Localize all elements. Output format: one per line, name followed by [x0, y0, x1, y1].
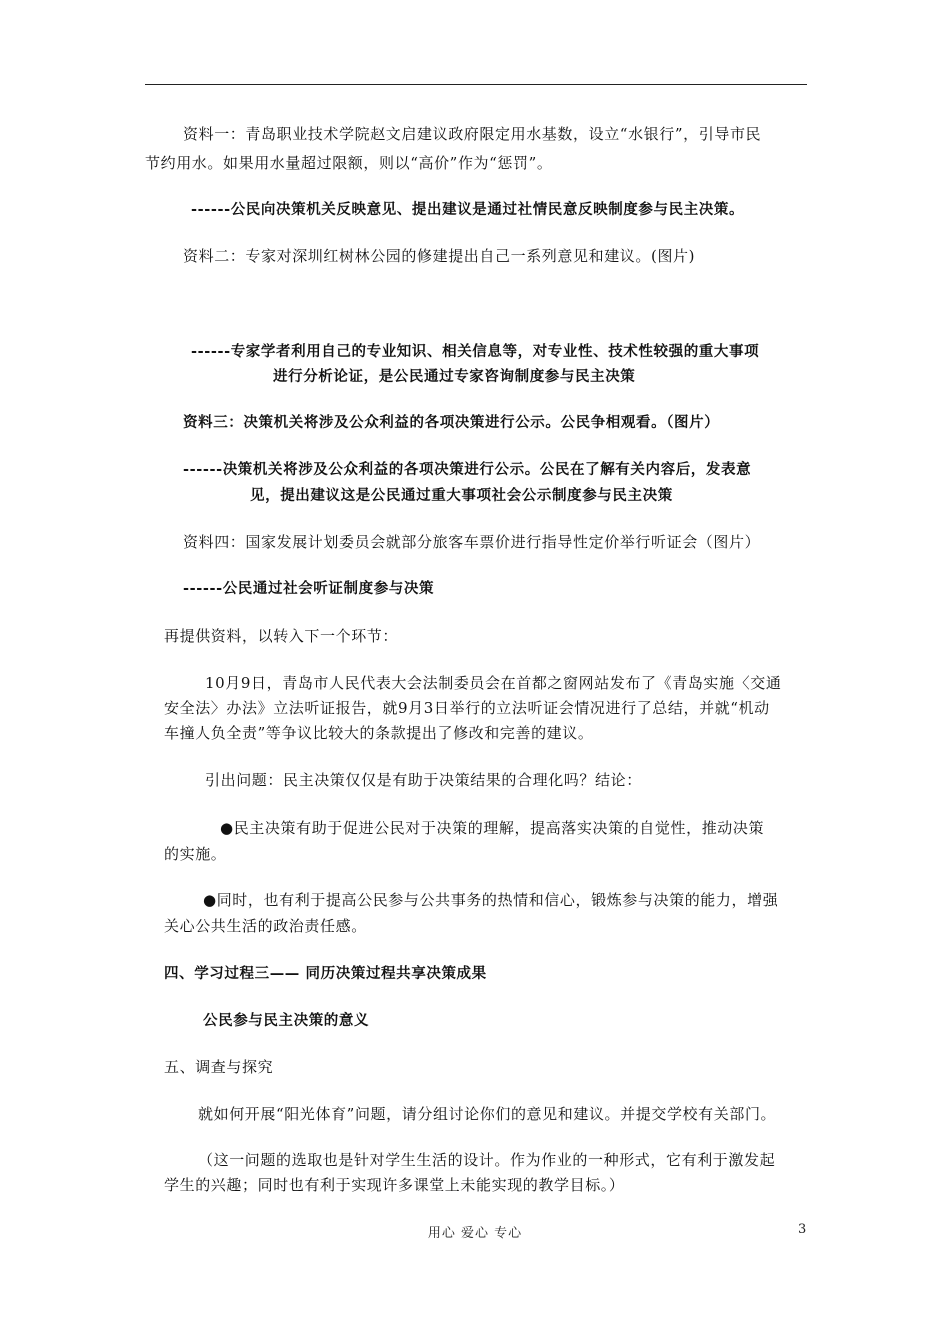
page-number: 3	[798, 1222, 807, 1237]
paragraph-line: 关心公共生活的政治责任感。	[164, 917, 367, 935]
bullet-item: ●民主决策有助于促进公民对于决策的理解，提高落实决策的自觉性，推动决策	[220, 819, 765, 837]
paragraph-line: 车撞人负全责”等争议比较大的条款提出了修改和完善的建议。	[164, 724, 594, 742]
paragraph-line: 节约用水。如果用水量超过限额，则以“高价”作为“惩罚”。	[145, 154, 553, 172]
paragraph-line: 进行分析论证，是公民通过专家咨询制度参与民主决策	[273, 369, 636, 385]
paragraph-line: 资料一：青岛职业技术学院赵文启建议政府限定用水基数，设立“水银行”，引导市民	[183, 125, 762, 143]
paragraph-line: 学生的兴趣；同时也有利于实现许多课堂上未能实现的教学目标。）	[164, 1176, 625, 1194]
paragraph-line: 再提供资料，以转入下一个环节：	[164, 627, 399, 645]
sub-heading: 公民参与民主决策的意义	[203, 1013, 370, 1029]
paragraph-line: 资料四：国家发展计划委员会就部分旅客车票价进行指导性定价举行听证会（图片）	[183, 533, 761, 551]
section-heading: 五、调查与探究	[164, 1058, 274, 1076]
paragraph-line: 见，提出建议这是公民通过重大事项社会公示制度参与民主决策	[250, 488, 673, 504]
paragraph-line: 引出问题：民主决策仅仅是有助于决策结果的合理化吗？结论：	[205, 771, 642, 789]
paragraph-line: （这一问题的选取也是针对学生生活的设计。作为作业的一种形式，它有利于激发起	[198, 1151, 776, 1169]
paragraph-line: 安全法〉办法》立法听证报告，就9月3日举行的立法听证会情况进行了总结，并就“机动	[164, 699, 770, 717]
paragraph-line: 资料三：决策机关将涉及公众利益的各项决策进行公示。公民争相观看。（图片）	[183, 415, 720, 431]
footer-text: 用心 爱心 专心	[427, 1226, 523, 1241]
paragraph-line: ------公民向决策机关反映意见、提出建议是通过社情民意反映制度参与民主决策。	[191, 202, 745, 218]
bullet-item: ●同时，也有利于提高公民参与公共事务的热情和信心，锻炼参与决策的能力，增强	[203, 891, 779, 909]
paragraph-line: ------专家学者利用自己的专业知识、相关信息等，对专业性、技术性较强的重大事项	[191, 344, 760, 360]
paragraph-line: 资料二：专家对深圳红树林公园的修建提出自己一系列意见和建议。(图片)	[183, 247, 696, 265]
paragraph-line: 10月9日，青岛市人民代表大会法制委员会在首都之窗网站发布了《青岛实施〈交通	[205, 674, 782, 692]
paragraph-line: ------决策机关将涉及公众利益的各项决策进行公示。公民在了解有关内容后，发表意	[183, 462, 752, 478]
paragraph-line: 的实施。	[164, 845, 227, 863]
section-heading: 四、学习过程三—— 同历决策过程共享决策成果	[164, 966, 487, 982]
header-rule	[145, 84, 807, 85]
paragraph-line: ------公民通过社会听证制度参与决策	[183, 581, 435, 597]
paragraph-line: 就如何开展“阳光体育”问题，请分组讨论你们的意见和建议。并提交学校有关部门。	[198, 1105, 777, 1123]
